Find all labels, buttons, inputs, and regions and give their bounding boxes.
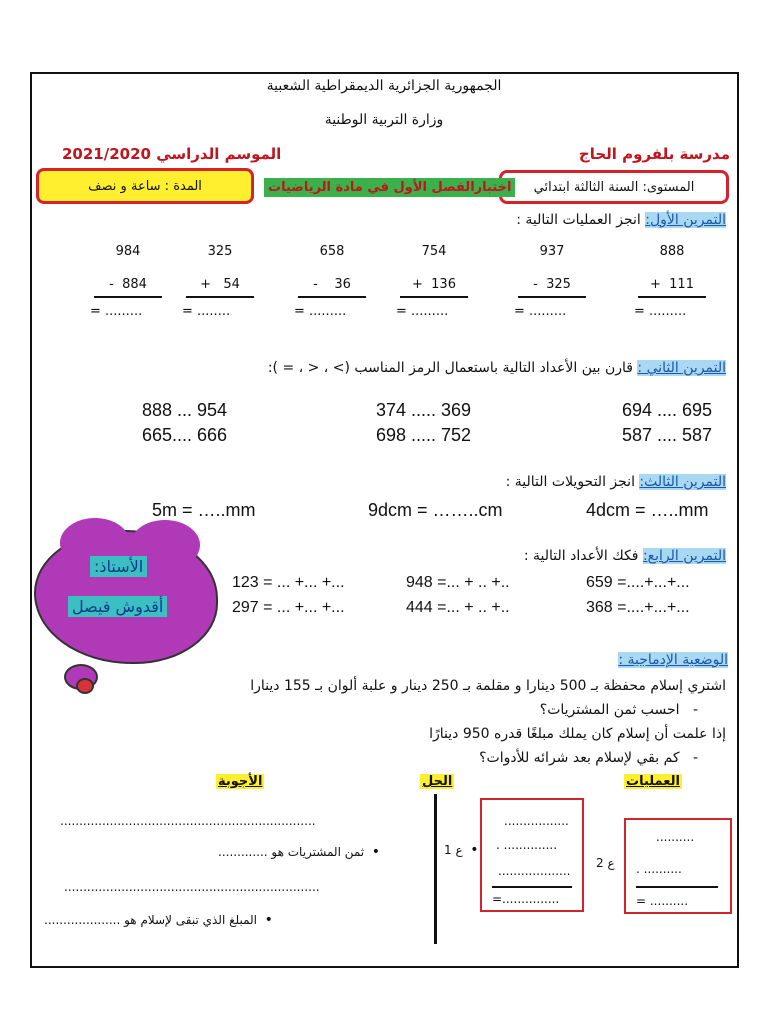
ex1-op-line xyxy=(94,296,162,298)
ex1-op-bottom: - 325 xyxy=(533,277,571,292)
ex1-op-top: 937 xyxy=(539,244,565,259)
duration-box xyxy=(36,168,254,204)
step-2-label: ع 2 xyxy=(596,856,615,870)
ex2-r2-c2: 698 ..... 752 xyxy=(376,425,472,445)
ops-box-2-line-2: . .......... xyxy=(636,862,682,876)
ops-box-1-line-1: ................. xyxy=(504,814,569,828)
bubble-tail-2 xyxy=(76,678,94,694)
ex1-op-bottom: - 36 xyxy=(313,277,351,292)
ex1-heading xyxy=(516,212,726,228)
ministry-title: وزارة التربية الوطنية xyxy=(324,112,444,128)
ex4-r2-c2: 444 =... + .. +.. xyxy=(406,599,510,616)
col-solution-header: الحل xyxy=(422,774,453,789)
level-label: المستوى: السنة الثالثة ابتدائي xyxy=(533,179,695,195)
ex1-op-5 xyxy=(512,244,592,319)
ex4-r2-c1: 297 = ... +... +... xyxy=(232,599,345,616)
integration-title: الوضعية الإدماجية : xyxy=(618,652,728,668)
ex1-op-result: = ......... xyxy=(294,304,347,319)
answer-1: • ثمن المشتريات هو ............. xyxy=(218,844,381,860)
ex1-op-result: = ......... xyxy=(396,304,449,319)
ops-box-2-line-4: = .......... xyxy=(636,894,689,908)
ex4-r1-c2: 948 =... + .. +.. xyxy=(406,574,510,591)
ex1-op-top: 888 xyxy=(659,244,685,259)
ex1-op-bottom: + 111 xyxy=(650,277,694,292)
ex2-r1-c2: 374 ..... 369 xyxy=(376,400,472,420)
ex2-title: التمرين الثاني : xyxy=(637,360,726,376)
integration-line1: اشتري إسلام محفظة بـ 500 دينارا و مقلمة بـ 250 دينار و علبة ألوان بـ 155 دينارا xyxy=(250,678,726,694)
integration-q1: - احسب ثمن المشتريات؟ xyxy=(539,702,698,718)
ex4-r2-c3: 368 =....+...+... xyxy=(586,599,690,616)
duration-label: المدة : ساعة و نصف xyxy=(88,178,202,194)
ex3-item-3: 4dcm = …..mm xyxy=(586,500,709,520)
ex1-op-line xyxy=(518,296,586,298)
ops-box-1 xyxy=(480,798,584,912)
integration-line2: إذا علمت أن إسلام كان يملك مبلغًا قدره 950 دينارًا xyxy=(429,726,726,742)
ex1-op-top: 325 xyxy=(207,244,233,259)
answer-dots-1: ................................................................... xyxy=(60,814,316,828)
republic-title: الجمهورية الجزائرية الديمقراطية الشعبية xyxy=(266,78,502,94)
ex1-op-line xyxy=(638,296,706,298)
school-name: مدرسة بلفروم الحاج xyxy=(578,145,730,163)
ex1-op-line xyxy=(400,296,468,298)
ops-box-2 xyxy=(624,818,732,914)
exam-title: اختبارالفصل الأول في مادة الرياضيات xyxy=(264,178,515,197)
ex1-op-result: = ......... xyxy=(634,304,687,319)
ex1-op-6 xyxy=(632,244,712,319)
ex4-title: التمرين الرابع: xyxy=(642,548,726,564)
ops-box-1-line-3: ................... xyxy=(498,864,571,878)
col-ops-header: العمليات xyxy=(626,774,680,789)
level-box xyxy=(499,170,729,204)
ops-box-1-line-2: . .............. xyxy=(496,838,558,852)
teacher-label: الأستاذ: xyxy=(90,556,147,577)
ex3-title: التمرين الثالث: xyxy=(639,474,726,490)
ex1-op-bottom: - 884 xyxy=(109,277,147,292)
ex2-r2-c1: 665.... 666 xyxy=(142,425,228,445)
ex2-r1-c3: 694 .... 695 xyxy=(622,400,713,420)
step-1-label: • ع 1 xyxy=(444,842,479,858)
ex1-op-top: 984 xyxy=(115,244,141,259)
ex3-instruction: انجز التحويلات التالية : xyxy=(505,474,635,490)
col-answers-header: الأجوبة xyxy=(218,774,263,789)
ex1-op-2 xyxy=(180,244,260,319)
ex3-item-2: 9dcm = ……..cm xyxy=(368,500,503,520)
ops-box-2-line-1: .......... xyxy=(656,830,695,844)
ex3-item-1: 5m = …..mm xyxy=(152,500,256,520)
table-divider xyxy=(434,794,437,944)
ex1-op-result: = ........ xyxy=(182,304,231,319)
ex1-title: التمرين الأول: xyxy=(645,212,726,228)
ops-box-2-bar xyxy=(636,886,718,888)
ex1-op-result: = ......... xyxy=(514,304,567,319)
teacher-name: أقدوش فيصل xyxy=(68,596,167,617)
ex1-op-3 xyxy=(292,244,372,319)
ex1-op-bottom: + 136 xyxy=(412,277,456,292)
answer-2: • المبلغ الذي تبقى لإسلام هو .................... xyxy=(44,912,273,928)
answer-dots-2: ................................................................... xyxy=(64,880,320,894)
ex1-instruction: انجز العمليات التالية : xyxy=(516,212,641,228)
ex4-r1-c3: 659 =....+...+... xyxy=(586,574,690,591)
ex1-op-top: 754 xyxy=(421,244,447,259)
school-season: الموسم الدراسي 2021/2020 xyxy=(62,145,282,163)
ex1-op-line xyxy=(186,296,254,298)
ex4-r1-c1: 123 = ... +... +... xyxy=(232,574,345,591)
ex2-instruction: قارن بين الأعداد التالية باستعمال الرمز المناسب (> ، < ، = ): xyxy=(267,360,633,376)
ex1-op-bottom: + 54 xyxy=(200,277,240,292)
integration-q2: - كم بقي لإسلام بعد شرائه للأدوات؟ xyxy=(479,750,698,766)
ex1-op-line xyxy=(298,296,366,298)
ex2-r1-c1: 888 ... 954 xyxy=(142,400,228,420)
ops-box-1-bar xyxy=(492,886,572,888)
ex1-op-4 xyxy=(394,244,474,319)
ex2-r2-c3: 587 .... 587 xyxy=(622,425,713,445)
ops-box-1-line-4: =............... xyxy=(492,892,560,906)
ex4-heading xyxy=(524,548,726,564)
ex1-op-1 xyxy=(88,244,168,319)
ex1-op-result: = ......... xyxy=(90,304,143,319)
ex1-op-top: 658 xyxy=(319,244,345,259)
ex2-heading xyxy=(268,360,726,376)
ex4-instruction: فكك الأعداد التالية : xyxy=(523,548,639,564)
ex3-heading xyxy=(506,474,726,490)
